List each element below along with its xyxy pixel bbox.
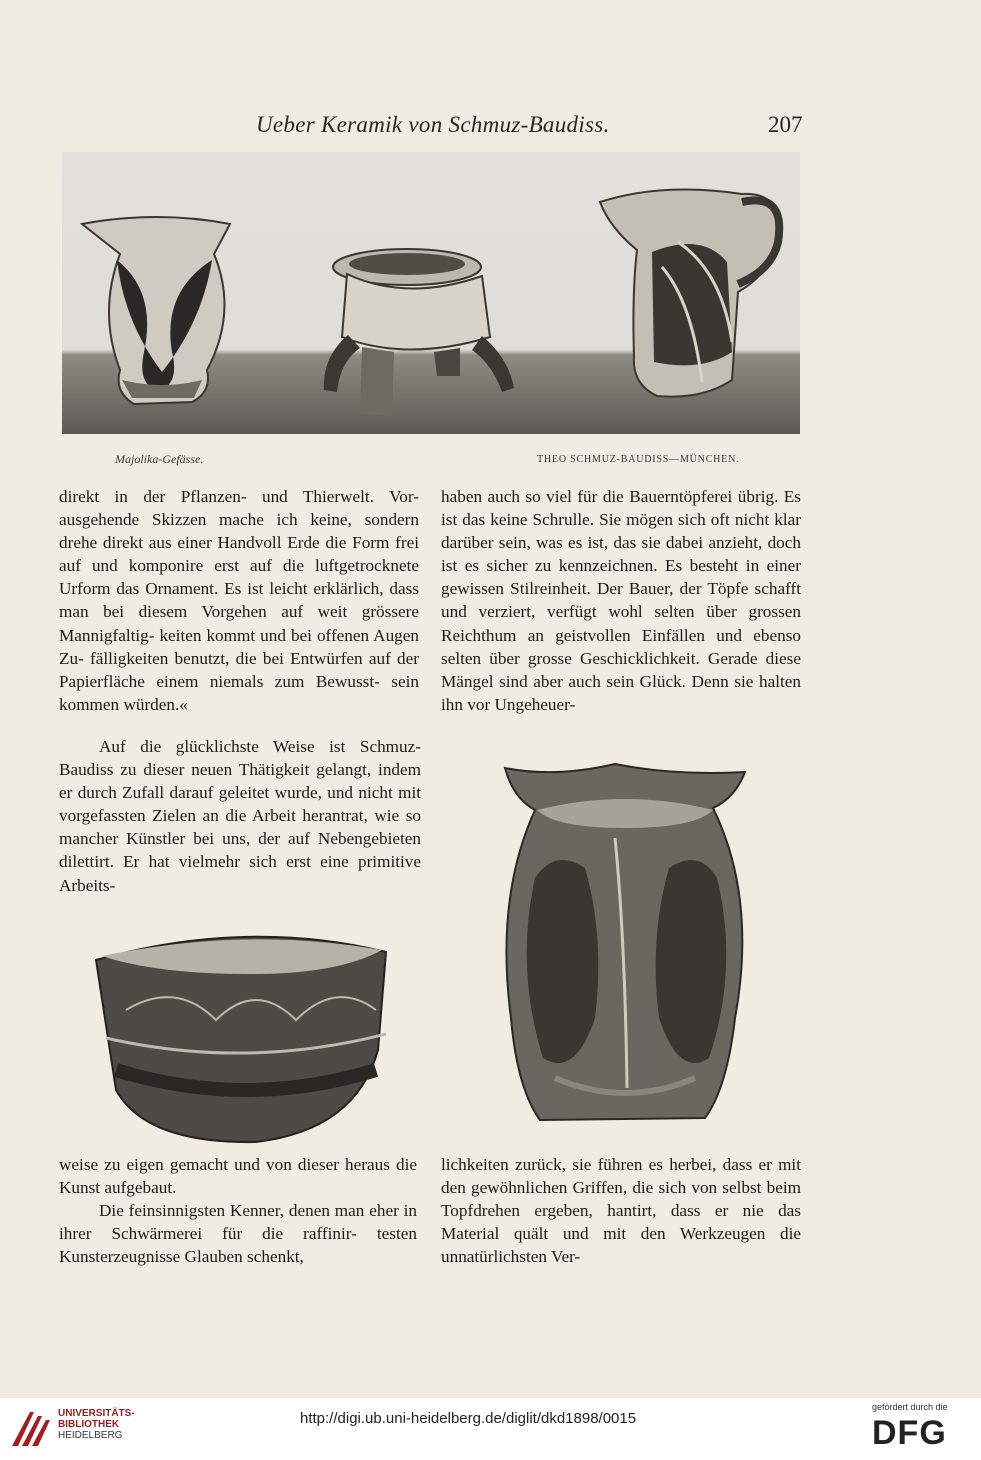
university-library-logo-icon [8,1406,54,1452]
digitization-footer [0,1398,981,1460]
library-name-line: HEIDELBERG [58,1430,123,1441]
paragraph: lichkeiten zurück, sie führen es herbei, dass er mit den gewöhnlichen Griffen, die sich von selbst beim Topfdrehen ergeben, hantirt, dass er nie das Material quält und mit den Werkzeugen die unnatürlichsten Ver- [441,1155,801,1267]
figure-caption-left: Majolika-Gefässe. [115,452,204,466]
dfg-logo: DFG [872,1414,947,1452]
figure-credit-right: THEO SCHMUZ-BAUDISS—MÜNCHEN. [537,454,740,465]
paragraph: haben auch so viel für die Bauerntöpferei übrig. Es ist das keine Schrulle. Sie mögen sich oft nicht klar darüber sein, was es ist, das sie dabei anzieht, doch ist es sicher zu kennzeichnen. Es besteht in einer gewissen Stilreinheit. Der Bauer, der Töpfe schafft und verziert, verfügt wohl selten über grossen Reichthum an geistvollen Einfällen und ebenso selten über grosse Geschicklichkeit. Gerade diese Mängel sind aber auch sein Glück. Denn sie halten ihn vor Ungeheuer- [441,487,801,714]
text-column-right-bottom [441,1153,801,1268]
running-title: Ueber Keramik von Schmuz-Baudiss. [256,112,610,137]
paragraph: weise zu eigen gemacht und von dieser heraus die Kunst aufgebaut. [59,1155,417,1198]
funding-note: gefördert durch die [872,1402,948,1412]
majolica-vessels-photo [62,152,800,434]
text-column-left-bottom [59,1153,417,1268]
footed-bowl-middle [324,249,514,416]
page-number: 207 [768,112,803,137]
vase-left [82,217,230,404]
bowl-photo [86,920,406,1160]
library-name-line: BIBLIOTHEK [58,1419,120,1430]
paragraph: Auf die glücklichste Weise ist Schmuz- Baudiss zu dieser neuen Thätigkeit gelangt, indem er durch Zufall darauf geleitet wurde, und nicht mit vorgefassten Zielen an die Arbeit herantrat, wie so mancher Künstler bei uns, der auf Nebengebieten dilettirt. Er hat vielmehr sich erst eine primitive Arbeits- [59,737,421,895]
text-column-left-middle [59,735,421,897]
vase-illustration [495,758,760,1138]
majolica-vessels-illustration [62,152,800,434]
text-column-right-top [441,485,801,716]
jug-right [600,190,779,397]
library-name-line: UNIVERSITÄTS- [58,1408,135,1419]
paragraph: direkt in der Pflanzen- und Thierwelt. Vor- ausgehende Skizzen mache ich keine, sondern drehe direkt aus einer Handvoll Erde die Form frei auf und komponire erst auf die luftgetrocknete Urform das Ornament. Es ist leicht erklärlich, dass man bei diesem Vorgehen auf weit grössere Mannigfaltig- keiten kommt und bei offenen Augen Zu- fälligkeiten benutzt, die bei Entwürfen auf der Papierfläche einem niemals zum Bewusst- sein kommen würden.« [59,487,419,714]
text-column-left-top [59,485,419,716]
paragraph: Die feinsinnigsten Kenner, denen man eher in ihrer Schwärmerei für die raffinir- testen Kunsterzeugnisse Glauben schenkt, [59,1201,417,1267]
library-name [58,1408,135,1441]
permalink-url[interactable]: http://digi.ub.uni-heidelberg.de/diglit/dkd1898/0015 [300,1410,637,1427]
vase-photo [495,758,760,1138]
bowl-illustration [86,920,406,1160]
